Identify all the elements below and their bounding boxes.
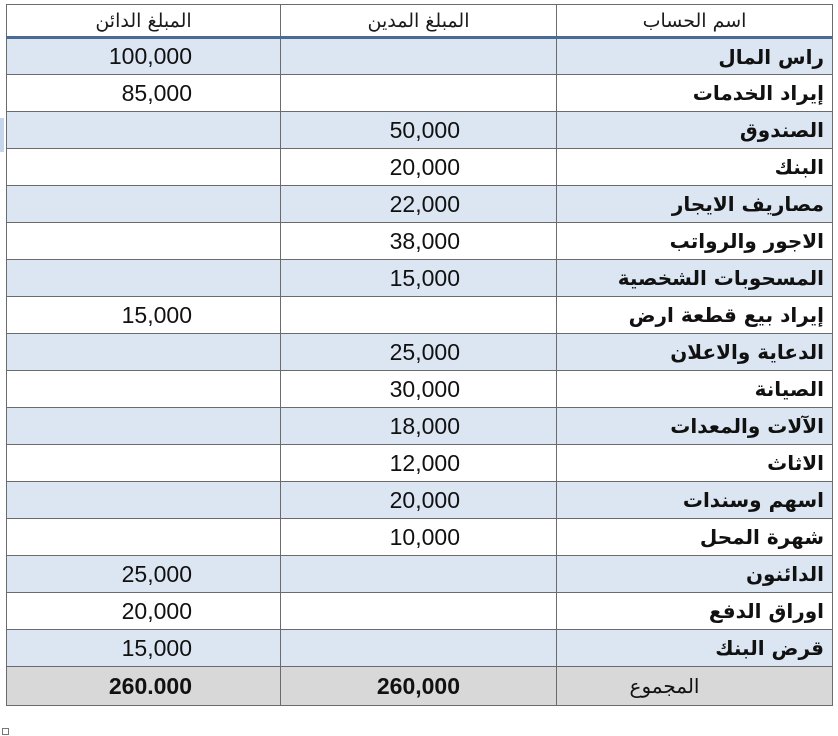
header-account[interactable]: اسم الحساب — [557, 5, 833, 38]
table-body — [7, 38, 833, 667]
total-debit-cell[interactable]: 260,000 — [281, 667, 557, 706]
credit-cell[interactable] — [7, 334, 281, 371]
table-row — [7, 593, 833, 630]
total-credit-cell[interactable]: 260.000 — [7, 667, 281, 706]
debit-cell[interactable]: 20,000 — [281, 482, 557, 519]
table-row — [7, 260, 833, 297]
credit-cell[interactable] — [7, 519, 281, 556]
trial-balance-table — [6, 4, 833, 706]
header-row — [7, 5, 833, 38]
debit-cell[interactable]: 15,000 — [281, 260, 557, 297]
debit-cell[interactable]: 50,000 — [281, 112, 557, 149]
table-row — [7, 297, 833, 334]
table-row — [7, 112, 833, 149]
header-credit[interactable]: المبلغ الدائن — [7, 5, 281, 38]
header-debit[interactable]: المبلغ المدين — [281, 5, 557, 38]
credit-cell[interactable]: 15,000 — [7, 297, 281, 334]
credit-cell[interactable] — [7, 112, 281, 149]
debit-cell[interactable]: 38,000 — [281, 223, 557, 260]
account-name-cell[interactable]: راس المال — [557, 38, 833, 75]
table-row — [7, 38, 833, 75]
account-name-cell[interactable]: إيراد بيع قطعة ارض — [557, 297, 833, 334]
debit-cell[interactable]: 18,000 — [281, 408, 557, 445]
debit-cell[interactable] — [281, 297, 557, 334]
table-row — [7, 408, 833, 445]
credit-cell[interactable]: 100,000 — [7, 38, 281, 75]
debit-cell[interactable]: 10,000 — [281, 519, 557, 556]
debit-cell[interactable]: 25,000 — [281, 334, 557, 371]
debit-cell[interactable] — [281, 556, 557, 593]
account-name-cell[interactable]: المسحوبات الشخصية — [557, 260, 833, 297]
table-row — [7, 334, 833, 371]
table-row — [7, 482, 833, 519]
debit-cell[interactable] — [281, 630, 557, 667]
account-name-cell[interactable]: الاثاث — [557, 445, 833, 482]
account-name-cell[interactable]: البنك — [557, 149, 833, 186]
table-row — [7, 186, 833, 223]
trial-balance-sheet — [6, 4, 832, 706]
account-name-cell[interactable]: الصندوق — [557, 112, 833, 149]
table-row — [7, 149, 833, 186]
account-name-cell[interactable]: الدعاية والاعلان — [557, 334, 833, 371]
table-row — [7, 371, 833, 408]
debit-cell[interactable]: 12,000 — [281, 445, 557, 482]
account-name-cell[interactable]: إيراد الخدمات — [557, 75, 833, 112]
debit-cell[interactable]: 20,000 — [281, 149, 557, 186]
credit-cell[interactable] — [7, 371, 281, 408]
total-label-cell[interactable]: المجموع — [557, 667, 833, 706]
debit-cell[interactable] — [281, 75, 557, 112]
account-name-cell[interactable]: الصيانة — [557, 371, 833, 408]
account-name-cell[interactable]: الاجور والرواتب — [557, 223, 833, 260]
table-row — [7, 445, 833, 482]
selection-edge-marker — [0, 118, 4, 152]
debit-cell[interactable] — [281, 593, 557, 630]
total-row — [7, 667, 833, 706]
account-name-cell[interactable]: مصاريف الايجار — [557, 186, 833, 223]
debit-cell[interactable] — [281, 38, 557, 75]
table-row — [7, 519, 833, 556]
account-name-cell[interactable]: اوراق الدفع — [557, 593, 833, 630]
table-row — [7, 556, 833, 593]
credit-cell[interactable] — [7, 445, 281, 482]
credit-cell[interactable] — [7, 186, 281, 223]
credit-cell[interactable] — [7, 260, 281, 297]
credit-cell[interactable]: 15,000 — [7, 630, 281, 667]
credit-cell[interactable] — [7, 223, 281, 260]
account-name-cell[interactable]: شهرة المحل — [557, 519, 833, 556]
credit-cell[interactable]: 25,000 — [7, 556, 281, 593]
account-name-cell[interactable]: الدائنون — [557, 556, 833, 593]
debit-cell[interactable]: 22,000 — [281, 186, 557, 223]
debit-cell[interactable]: 30,000 — [281, 371, 557, 408]
credit-cell[interactable]: 85,000 — [7, 75, 281, 112]
credit-cell[interactable] — [7, 408, 281, 445]
credit-cell[interactable] — [7, 482, 281, 519]
credit-cell[interactable] — [7, 149, 281, 186]
table-row — [7, 75, 833, 112]
table-row — [7, 630, 833, 667]
table-row — [7, 223, 833, 260]
account-name-cell[interactable]: اسهم وسندات — [557, 482, 833, 519]
account-name-cell[interactable]: الآلات والمعدات — [557, 408, 833, 445]
resize-handle[interactable] — [2, 728, 9, 735]
account-name-cell[interactable]: قرض البنك — [557, 630, 833, 667]
credit-cell[interactable]: 20,000 — [7, 593, 281, 630]
